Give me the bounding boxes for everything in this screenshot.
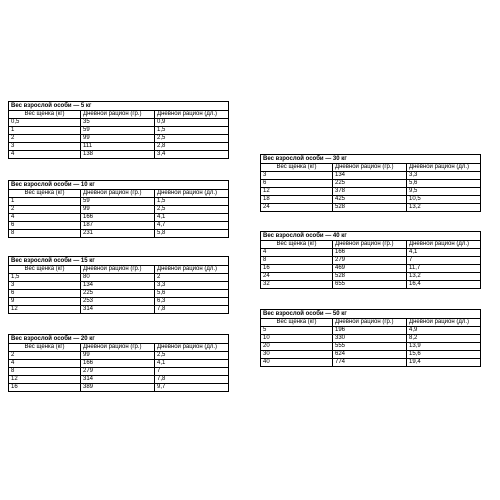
table-header-row <box>9 344 229 352</box>
feeding-table-50kg <box>260 309 481 367</box>
header-puppy-weight: Вес щенка (кг) <box>9 344 81 352</box>
cell-daily-dl: 3,3 <box>155 282 229 290</box>
cell-daily-gr: 469 <box>333 265 407 273</box>
cell-daily-gr: 314 <box>81 306 155 314</box>
cell-puppy-weight: 30 <box>261 351 333 359</box>
table-row <box>261 343 481 351</box>
cell-puppy-weight: 2 <box>9 135 81 143</box>
table-row <box>9 143 229 151</box>
cell-daily-gr: 655 <box>333 281 407 289</box>
table-title-row <box>9 257 229 266</box>
cell-daily-gr: 425 <box>333 196 407 204</box>
table-row <box>261 188 481 196</box>
table-title: Вес взрослой особи — 30 кг <box>261 155 481 164</box>
header-puppy-weight: Вес щенка (кг) <box>9 190 81 198</box>
table-row <box>9 198 229 206</box>
cell-daily-dl: 13,2 <box>407 204 481 212</box>
cell-daily-gr: 528 <box>333 273 407 281</box>
table-row <box>9 282 229 290</box>
cell-daily-gr: 774 <box>333 359 407 367</box>
cell-daily-gr: 314 <box>81 376 155 384</box>
cell-puppy-weight: 4 <box>261 249 333 257</box>
cell-puppy-weight: 6 <box>261 180 333 188</box>
feeding-table-30kg <box>260 154 481 212</box>
table-row <box>9 376 229 384</box>
table-header-row <box>9 111 229 119</box>
table-row <box>9 352 229 360</box>
cell-puppy-weight: 16 <box>9 384 81 392</box>
table-row <box>261 204 481 212</box>
table-row <box>9 368 229 376</box>
header-puppy-weight: Вес щенка (кг) <box>261 319 333 327</box>
cell-daily-gr: 138 <box>81 151 155 159</box>
table-row <box>9 274 229 282</box>
header-daily-gr: Дневной рацион (гр.) <box>81 344 155 352</box>
cell-daily-gr: 279 <box>333 257 407 265</box>
table-row <box>261 273 481 281</box>
cell-daily-dl: 7 <box>407 257 481 265</box>
cell-daily-dl: 9,5 <box>407 188 481 196</box>
cell-puppy-weight: 5 <box>261 327 333 335</box>
cell-daily-dl: 10,5 <box>407 196 481 204</box>
cell-puppy-weight: 9 <box>9 298 81 306</box>
header-daily-dl: Дневной рацион (дл.) <box>155 266 229 274</box>
table-row <box>261 351 481 359</box>
cell-daily-dl: 11,7 <box>407 265 481 273</box>
feeding-table-40kg <box>260 231 481 289</box>
cell-puppy-weight: 8 <box>9 368 81 376</box>
cell-daily-dl: 3,4 <box>155 151 229 159</box>
cell-puppy-weight: 2 <box>9 206 81 214</box>
cell-daily-dl: 2,5 <box>155 352 229 360</box>
table-row <box>9 135 229 143</box>
cell-daily-dl: 2,8 <box>155 143 229 151</box>
cell-daily-gr: 99 <box>81 352 155 360</box>
table-row <box>261 265 481 273</box>
cell-puppy-weight: 12 <box>9 306 81 314</box>
table-row <box>261 335 481 343</box>
table-title-row <box>9 102 229 111</box>
table-row <box>9 306 229 314</box>
cell-daily-gr: 187 <box>81 222 155 230</box>
table-title: Вес взрослой особи — 15 кг <box>9 257 229 266</box>
cell-puppy-weight: 1 <box>9 127 81 135</box>
cell-puppy-weight: 4 <box>9 360 81 368</box>
cell-puppy-weight: 1 <box>9 198 81 206</box>
table-row <box>9 222 229 230</box>
table-row <box>9 119 229 127</box>
header-daily-dl: Дневной рацион (дл.) <box>407 164 481 172</box>
table-row <box>9 230 229 238</box>
cell-daily-dl: 13,9 <box>407 343 481 351</box>
table-title: Вес взрослой особи — 5 кг <box>9 102 229 111</box>
cell-puppy-weight: 4 <box>9 214 81 222</box>
cell-puppy-weight: 2 <box>9 352 81 360</box>
cell-daily-dl: 8,2 <box>407 335 481 343</box>
cell-daily-gr: 166 <box>81 360 155 368</box>
cell-daily-gr: 134 <box>81 282 155 290</box>
table-title-row <box>261 310 481 319</box>
cell-daily-gr: 555 <box>333 343 407 351</box>
header-daily-dl: Дневной рацион (дл.) <box>407 241 481 249</box>
table-row <box>9 360 229 368</box>
cell-puppy-weight: 12 <box>261 188 333 196</box>
cell-daily-gr: 225 <box>333 180 407 188</box>
header-daily-gr: Дневной рацион (гр.) <box>81 111 155 119</box>
feeding-table-10kg <box>8 180 229 238</box>
cell-puppy-weight: 16 <box>261 265 333 273</box>
cell-puppy-weight: 4 <box>9 151 81 159</box>
cell-daily-dl: 4,9 <box>407 327 481 335</box>
cell-daily-gr: 99 <box>81 206 155 214</box>
table-row <box>261 257 481 265</box>
header-daily-dl: Дневной рацион (дл.) <box>407 319 481 327</box>
table-row <box>9 384 229 392</box>
table-row <box>9 151 229 159</box>
feeding-table-15kg <box>8 256 229 314</box>
table-header-row <box>261 319 481 327</box>
cell-daily-gr: 166 <box>81 214 155 222</box>
table-title-row <box>261 232 481 241</box>
cell-daily-dl: 7,8 <box>155 306 229 314</box>
cell-daily-gr: 35 <box>81 119 155 127</box>
cell-daily-dl: 4,1 <box>155 360 229 368</box>
cell-daily-gr: 111 <box>81 143 155 151</box>
table-title: Вес взрослой особи — 50 кг <box>261 310 481 319</box>
feeding-table-20kg <box>8 334 229 392</box>
header-daily-gr: Дневной рацион (гр.) <box>333 241 407 249</box>
cell-puppy-weight: 10 <box>261 335 333 343</box>
header-puppy-weight: Вес щенка (кг) <box>261 164 333 172</box>
cell-puppy-weight: 40 <box>261 359 333 367</box>
table-row <box>9 290 229 298</box>
cell-puppy-weight: 8 <box>9 230 81 238</box>
cell-daily-gr: 389 <box>81 384 155 392</box>
cell-puppy-weight: 0,5 <box>9 119 81 127</box>
header-daily-gr: Дневной рацион (гр.) <box>81 190 155 198</box>
cell-daily-dl: 6,3 <box>155 298 229 306</box>
cell-daily-dl: 4,1 <box>407 249 481 257</box>
cell-puppy-weight: 24 <box>261 273 333 281</box>
cell-daily-gr: 330 <box>333 335 407 343</box>
table-title-row <box>261 155 481 164</box>
cell-daily-gr: 253 <box>81 298 155 306</box>
header-daily-dl: Дневной рацион (дл.) <box>155 111 229 119</box>
table-row <box>261 327 481 335</box>
table-title-row <box>9 335 229 344</box>
cell-daily-dl: 5,8 <box>155 230 229 238</box>
cell-daily-gr: 196 <box>333 327 407 335</box>
cell-puppy-weight: 24 <box>261 204 333 212</box>
cell-daily-dl: 0,9 <box>155 119 229 127</box>
cell-daily-gr: 59 <box>81 127 155 135</box>
cell-daily-gr: 166 <box>333 249 407 257</box>
cell-puppy-weight: 3 <box>9 143 81 151</box>
cell-daily-dl: 5,6 <box>407 180 481 188</box>
cell-daily-dl: 2,5 <box>155 135 229 143</box>
cell-daily-dl: 2,5 <box>155 206 229 214</box>
table-row <box>9 214 229 222</box>
cell-puppy-weight: 8 <box>261 257 333 265</box>
cell-puppy-weight: 20 <box>261 343 333 351</box>
cell-daily-gr: 528 <box>333 204 407 212</box>
cell-daily-dl: 2 <box>155 274 229 282</box>
cell-daily-dl: 15,6 <box>407 351 481 359</box>
feeding-table-5kg <box>8 101 229 159</box>
table-title-row <box>9 181 229 190</box>
table-header-row <box>9 266 229 274</box>
cell-daily-gr: 59 <box>81 198 155 206</box>
cell-daily-dl: 4,1 <box>155 214 229 222</box>
cell-daily-gr: 80 <box>81 274 155 282</box>
cell-puppy-weight: 6 <box>9 290 81 298</box>
cell-daily-dl: 7,8 <box>155 376 229 384</box>
cell-daily-gr: 279 <box>81 368 155 376</box>
table-row <box>9 298 229 306</box>
header-puppy-weight: Вес щенка (кг) <box>9 266 81 274</box>
cell-daily-dl: 3,3 <box>407 172 481 180</box>
cell-daily-dl: 1,5 <box>155 198 229 206</box>
table-row <box>9 206 229 214</box>
cell-daily-gr: 225 <box>81 290 155 298</box>
cell-puppy-weight: 1,5 <box>9 274 81 282</box>
table-title: Вес взрослой особи — 20 кг <box>9 335 229 344</box>
table-title: Вес взрослой особи — 40 кг <box>261 232 481 241</box>
table-row <box>261 172 481 180</box>
cell-daily-dl: 13,2 <box>407 273 481 281</box>
cell-daily-dl: 16,4 <box>407 281 481 289</box>
cell-daily-gr: 231 <box>81 230 155 238</box>
table-row <box>261 196 481 204</box>
cell-daily-dl: 19,4 <box>407 359 481 367</box>
table-row <box>261 281 481 289</box>
table-row <box>261 249 481 257</box>
table-header-row <box>261 164 481 172</box>
cell-daily-gr: 99 <box>81 135 155 143</box>
table-row <box>261 359 481 367</box>
header-daily-dl: Дневной рацион (дл.) <box>155 344 229 352</box>
header-daily-gr: Дневной рацион (гр.) <box>333 319 407 327</box>
cell-puppy-weight: 3 <box>9 282 81 290</box>
cell-daily-gr: 134 <box>333 172 407 180</box>
table-row <box>261 180 481 188</box>
cell-daily-dl: 5,6 <box>155 290 229 298</box>
cell-daily-dl: 4,7 <box>155 222 229 230</box>
cell-daily-gr: 624 <box>333 351 407 359</box>
table-header-row <box>9 190 229 198</box>
header-daily-gr: Дневной рацион (гр.) <box>333 164 407 172</box>
cell-puppy-weight: 18 <box>261 196 333 204</box>
cell-puppy-weight: 32 <box>261 281 333 289</box>
header-puppy-weight: Вес щенка (кг) <box>9 111 81 119</box>
cell-daily-gr: 378 <box>333 188 407 196</box>
cell-puppy-weight: 3 <box>261 172 333 180</box>
header-daily-gr: Дневной рацион (гр.) <box>81 266 155 274</box>
cell-daily-dl: 9,7 <box>155 384 229 392</box>
header-daily-dl: Дневной рацион (дл.) <box>155 190 229 198</box>
cell-daily-dl: 7 <box>155 368 229 376</box>
header-puppy-weight: Вес щенка (кг) <box>261 241 333 249</box>
cell-puppy-weight: 6 <box>9 222 81 230</box>
table-title: Вес взрослой особи — 10 кг <box>9 181 229 190</box>
table-header-row <box>261 241 481 249</box>
cell-daily-dl: 1,5 <box>155 127 229 135</box>
table-row <box>9 127 229 135</box>
cell-puppy-weight: 12 <box>9 376 81 384</box>
